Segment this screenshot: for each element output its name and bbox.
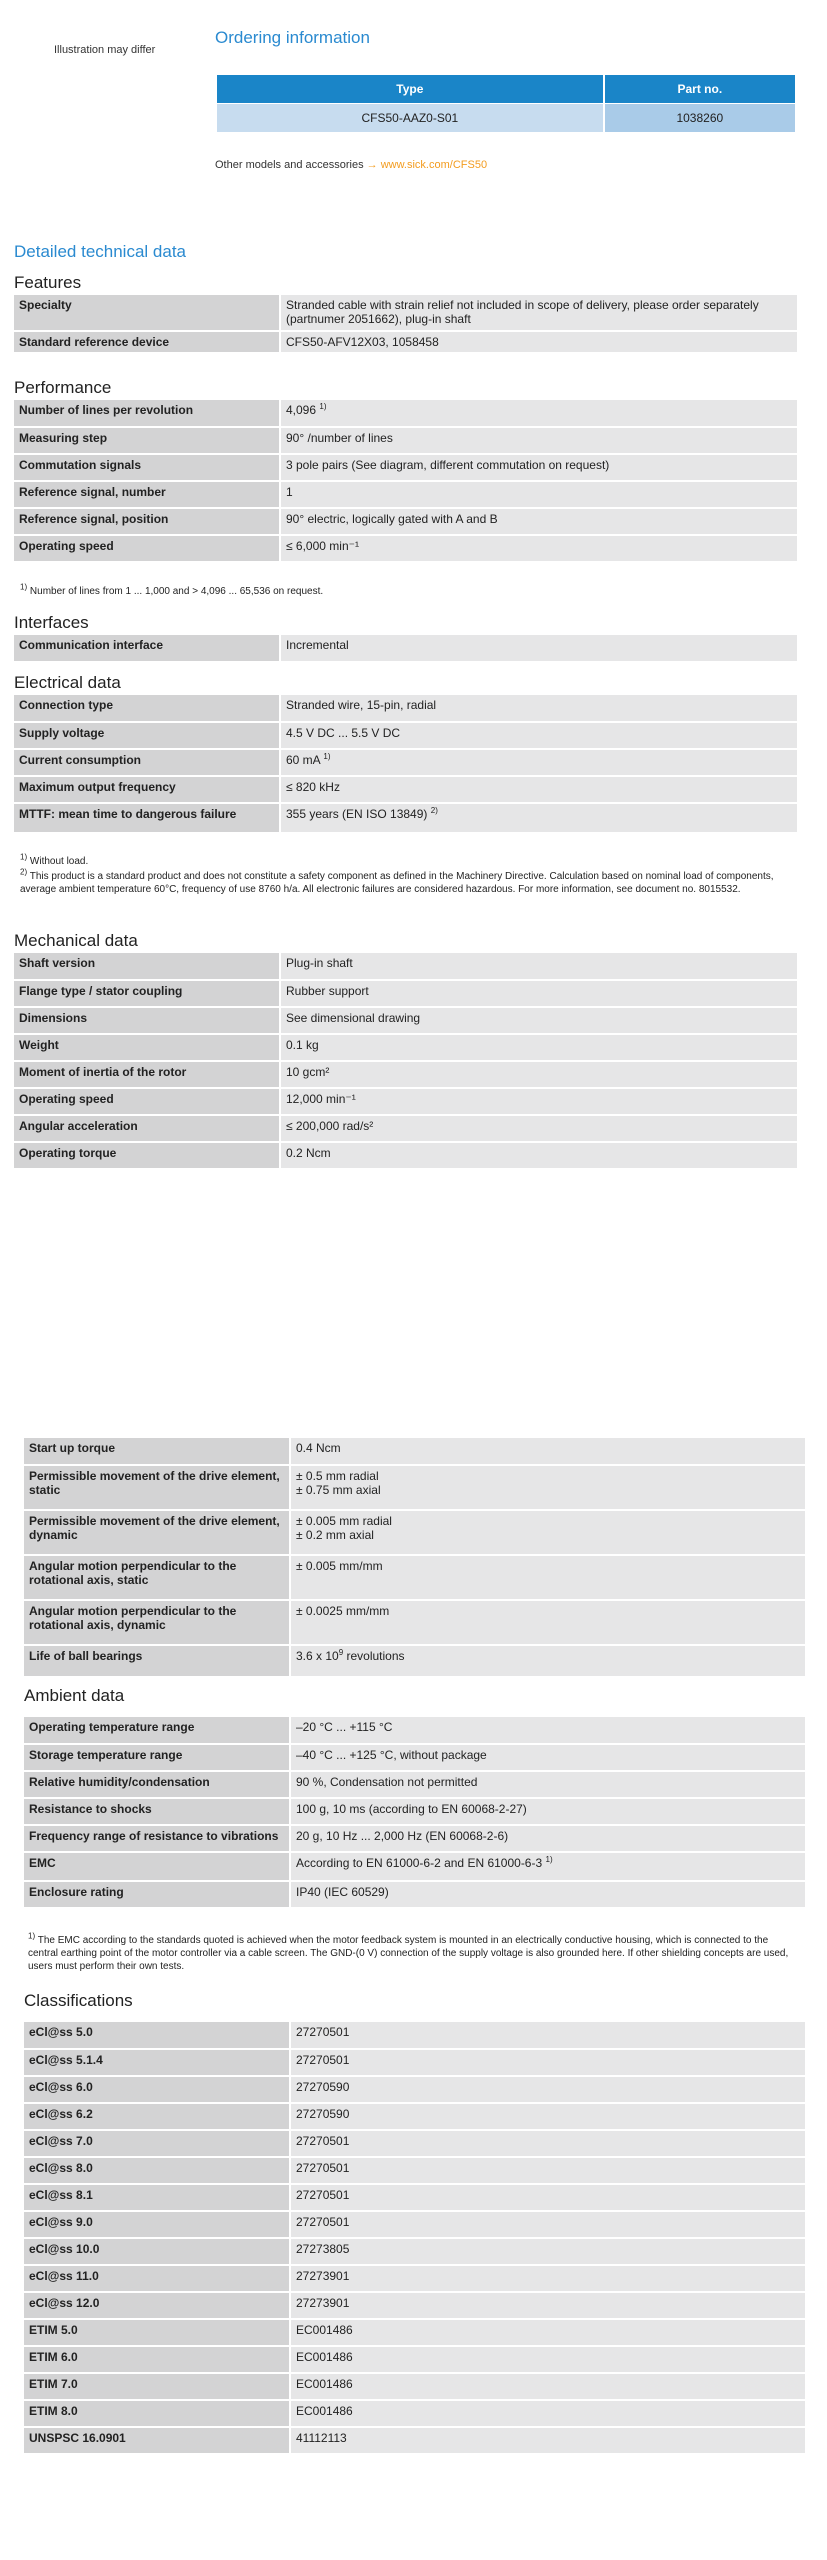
spec-label: Standard reference device: [14, 331, 280, 353]
spec-row: [14, 980, 797, 1007]
spec-value-text: 27270501: [296, 2161, 350, 2175]
electrical-table: [14, 695, 797, 834]
spec-value-text: EC001486: [296, 2404, 353, 2418]
spec-value: [290, 1645, 805, 1677]
spec-value-text: 12,000 min⁻¹: [286, 1092, 356, 1106]
spec-label: Permissible movement of the drive element, dynamic: [24, 1510, 290, 1555]
spec-value: [290, 2346, 805, 2373]
spec-row: [24, 2076, 805, 2103]
spec-value: [280, 776, 797, 803]
spec-label: Supply voltage: [14, 722, 280, 749]
arrow-right-icon: →: [366, 159, 378, 171]
part-no-value: 1038260: [605, 104, 795, 132]
spec-row: [14, 695, 797, 722]
spec-value: [290, 2400, 805, 2427]
footnote-mark: 1): [545, 1855, 553, 1864]
spec-label: Operating speed: [14, 1088, 280, 1115]
spec-value: [290, 1852, 805, 1881]
spec-label: eCl@ss 8.0: [24, 2157, 290, 2184]
spec-value-text: 20 g, 10 Hz ... 2,000 Hz (EN 60068-2-6): [296, 1829, 509, 1843]
spec-label: Measuring step: [14, 427, 280, 454]
section-title-mechanical: Mechanical data: [14, 931, 138, 950]
spec-row: [24, 2103, 805, 2130]
other-models-text: Other models and accessories: [215, 159, 364, 171]
spec-label: eCl@ss 5.1.4: [24, 2049, 290, 2076]
spec-label: ETIM 6.0: [24, 2346, 290, 2373]
spec-value-text: Rubber support: [286, 984, 369, 998]
spec-label: Operating torque: [14, 1142, 280, 1169]
spec-label: UNSPSC 16.0901: [24, 2427, 290, 2454]
spec-value: [290, 1600, 805, 1645]
spec-value: [290, 1881, 805, 1908]
spec-row: [24, 1771, 805, 1798]
spec-row: [14, 1061, 797, 1088]
spec-label: eCl@ss 7.0: [24, 2130, 290, 2157]
spec-value-text: ≤ 200,000 rad/s²: [286, 1119, 374, 1133]
spec-row: [24, 2130, 805, 2157]
spec-value-text: 0.4 Ncm: [296, 1441, 341, 1455]
spec-value: [290, 2319, 805, 2346]
spec-row: [14, 1034, 797, 1061]
spec-row: [24, 2049, 805, 2076]
section-title-interfaces: Interfaces: [14, 613, 89, 632]
spec-value-text: EC001486: [296, 2350, 353, 2364]
spec-label: eCl@ss 12.0: [24, 2292, 290, 2319]
spec-row: [24, 2157, 805, 2184]
spec-label: Life of ball bearings: [24, 1645, 290, 1677]
spec-label: eCl@ss 9.0: [24, 2211, 290, 2238]
spec-value-text: 100 g, 10 ms (according to EN 60068-2-27): [296, 1802, 527, 1816]
spec-label: ETIM 8.0: [24, 2400, 290, 2427]
spec-row: [14, 400, 797, 427]
spec-row: [24, 2292, 805, 2319]
spec-value-text: 27270501: [296, 2215, 350, 2229]
spec-row: [24, 1881, 805, 1908]
spec-row: [14, 749, 797, 776]
spec-value: [290, 2265, 805, 2292]
spec-value: [290, 2103, 805, 2130]
spec-label: Dimensions: [14, 1007, 280, 1034]
spec-value: [280, 427, 797, 454]
spec-label: MTTF: mean time to dangerous failure: [14, 803, 280, 833]
spec-value-text: According to EN 61000-6-2 and EN 61000-6-3: [296, 1856, 543, 1870]
spec-label: Resistance to shocks: [24, 1798, 290, 1825]
spec-value: [280, 1061, 797, 1088]
spec-row: [24, 2022, 805, 2049]
spec-value-text: 90 %, Condensation not permitted: [296, 1775, 478, 1789]
spec-row: [14, 331, 797, 353]
spec-row: [24, 1798, 805, 1825]
spec-label: Storage temperature range: [24, 1744, 290, 1771]
spec-value-text: 10 gcm²: [286, 1065, 330, 1079]
spec-value-text-2: ± 0.2 mm axial: [296, 1528, 374, 1542]
spec-label: Enclosure rating: [24, 1881, 290, 1908]
spec-row: [24, 2400, 805, 2427]
spec-value: [280, 749, 797, 776]
spec-value: [290, 1771, 805, 1798]
spec-value: [290, 1744, 805, 1771]
spec-row: [14, 295, 797, 331]
spec-value-text: 27273901: [296, 2269, 350, 2283]
spec-label: Relative humidity/condensation: [24, 1771, 290, 1798]
spec-value-text: 27273805: [296, 2242, 350, 2256]
ambient-note: $^{1)}$ The EMC according to the standards quoted is achieved when the motor feedback system is mounted in an electrically conductive housing, which is connected to the central earthing point of the motor controller via a cable screen. The GND-(0 V) connection of the supply voltage is also grounded here. If other shielding concepts are used, users must perform their own tests.: [28, 1931, 789, 1972]
spec-label: Angular acceleration: [14, 1115, 280, 1142]
spec-label: Reference signal, position: [14, 508, 280, 535]
spec-row: [14, 635, 797, 662]
spec-label: Start up torque: [24, 1438, 290, 1465]
spec-label: Weight: [14, 1034, 280, 1061]
spec-label: Frequency range of resistance to vibrations: [24, 1825, 290, 1852]
spec-value: [280, 400, 797, 427]
ordering-title: Ordering information: [215, 28, 370, 47]
spec-value-text: 0.1 kg: [286, 1038, 319, 1052]
spec-label: Current consumption: [14, 749, 280, 776]
spec-value-text: ± 0.0025 mm/mm: [296, 1604, 390, 1618]
spec-value-text: 27270590: [296, 2107, 350, 2121]
spec-label: eCl@ss 6.2: [24, 2103, 290, 2130]
spec-value: [290, 2076, 805, 2103]
section-title-classifications: Classifications: [24, 1991, 133, 2010]
spec-label: Connection type: [14, 695, 280, 722]
spec-label: Moment of inertia of the rotor: [14, 1061, 280, 1088]
spec-value-text: 27270501: [296, 2025, 350, 2039]
spec-row: [14, 1115, 797, 1142]
spec-value-text: 27270501: [296, 2188, 350, 2202]
footnote-mark: 2): [430, 806, 438, 815]
spec-value-text: 90° electric, logically gated with A and B: [286, 512, 498, 526]
spec-value-text: Stranded wire, 15-pin, radial: [286, 698, 437, 712]
spec-row: [24, 2346, 805, 2373]
spec-row: [14, 454, 797, 481]
spec-value: [280, 803, 797, 833]
spec-label: eCl@ss 11.0: [24, 2265, 290, 2292]
spec-value: [280, 1142, 797, 1169]
spec-value-text: –20 °C ... +115 °C: [296, 1720, 393, 1734]
spec-value-text: ± 0.005 mm radial: [296, 1514, 392, 1528]
spec-label: Operating speed: [14, 535, 280, 562]
spec-value: [280, 953, 797, 980]
type-value: CFS50-AAZ0-S01: [217, 104, 603, 132]
spec-value: [280, 481, 797, 508]
spec-value-text: EC001486: [296, 2323, 353, 2337]
spec-value-text: ± 0.5 mm radial: [296, 1469, 379, 1483]
spec-value: [290, 2211, 805, 2238]
spec-value: [290, 1555, 805, 1600]
spec-value: [280, 635, 797, 662]
spec-row: [24, 1510, 805, 1555]
spec-value: [290, 2184, 805, 2211]
spec-value: [290, 1510, 805, 1555]
spec-label: Commutation signals: [14, 454, 280, 481]
spec-value-text: CFS50-AFV12X03, 1058458: [286, 335, 439, 349]
spec-row: [24, 2211, 805, 2238]
spec-value-text: 3 pole pairs (See diagram, different commutation on request): [286, 458, 610, 472]
spec-value: [290, 1438, 805, 1465]
spec-value: [280, 508, 797, 535]
spec-value-text: 0.2 Ncm: [286, 1146, 331, 1160]
spec-value-text: ≤ 820 kHz: [286, 780, 340, 794]
spec-value-text: ≤ 6,000 min⁻¹: [286, 539, 359, 553]
spec-row: [14, 427, 797, 454]
spec-value-text: 27270501: [296, 2134, 350, 2148]
spec-row: [24, 2238, 805, 2265]
spec-value: [280, 1088, 797, 1115]
footnote-mark: 9: [338, 1648, 344, 1657]
spec-value: [280, 1034, 797, 1061]
spec-row: [24, 2184, 805, 2211]
spec-row: [14, 508, 797, 535]
section-title-electrical: Electrical data: [14, 673, 121, 692]
spec-label: Angular motion perpendicular to the rotational axis, static: [24, 1555, 290, 1600]
spec-value-text: 60 mA: [286, 753, 321, 767]
spec-label: Operating temperature range: [24, 1717, 290, 1744]
mechanical-table: [14, 953, 797, 1170]
interfaces-table: [14, 635, 797, 663]
header-type: Type: [217, 75, 603, 103]
spec-row: [24, 1555, 805, 1600]
electrical-note-1: $^{1)}$ Without load.: [20, 852, 89, 867]
spec-value-text: 90° /number of lines: [286, 431, 393, 445]
performance-note: $^{1)}$ Number of lines from 1 ... 1,000 and > 4,096 ... 65,536 on request.: [20, 582, 324, 597]
spec-label: Specialty: [14, 295, 280, 331]
spec-row: [14, 1142, 797, 1169]
spec-label: eCl@ss 8.1: [24, 2184, 290, 2211]
spec-row: [14, 776, 797, 803]
footnote-mark: 1): [323, 752, 331, 761]
spec-value: [280, 535, 797, 562]
spec-value: [280, 1115, 797, 1142]
spec-row: [24, 1744, 805, 1771]
spec-value-text: 4.5 V DC ... 5.5 V DC: [286, 726, 401, 740]
spec-value: [280, 722, 797, 749]
spec-value-text: 3.6 x 10: [296, 1649, 339, 1663]
spec-value: [290, 2130, 805, 2157]
section-title-performance: Performance: [14, 378, 112, 397]
spec-row: [24, 2265, 805, 2292]
spec-value-text: 27273901: [296, 2296, 350, 2310]
spec-label: eCl@ss 10.0: [24, 2238, 290, 2265]
spec-value: [290, 2427, 805, 2454]
spec-value: [290, 2022, 805, 2049]
spec-row: [24, 2373, 805, 2400]
spec-value: [290, 1825, 805, 1852]
spec-value-text: Stranded cable with strain relief not included in scope of delivery, please order separately (partnumer 2051662), plug-in shaft: [286, 298, 759, 326]
spec-label: eCl@ss 5.0: [24, 2022, 290, 2049]
spec-row: [24, 1717, 805, 1744]
header-part-no: Part no.: [605, 75, 795, 103]
spec-value-text: –40 °C ... +125 °C, without package: [296, 1748, 487, 1762]
spec-value-text: See dimensional drawing: [286, 1011, 421, 1025]
spec-row: [24, 2319, 805, 2346]
spec-row: [24, 2427, 805, 2454]
spec-label: Permissible movement of the drive element, static: [24, 1465, 290, 1510]
spec-value-text: Incremental: [286, 638, 349, 652]
spec-row: [24, 1645, 805, 1677]
detailed-technical-data-title: Detailed technical data: [14, 242, 187, 261]
spec-row: [24, 1852, 805, 1881]
spec-row: [24, 1438, 805, 1465]
features-table: [14, 295, 797, 354]
spec-value-text: 27270590: [296, 2080, 350, 2094]
spec-label: eCl@ss 6.0: [24, 2076, 290, 2103]
spec-label: Reference signal, number: [14, 481, 280, 508]
spec-value: [290, 2373, 805, 2400]
spec-value: [290, 1465, 805, 1510]
spec-value: [290, 1717, 805, 1744]
spec-value-text: ± 0.005 mm/mm: [296, 1559, 383, 1573]
spec-label: Flange type / stator coupling: [14, 980, 280, 1007]
section-title-ambient: Ambient data: [24, 1686, 125, 1705]
classifications-table: [24, 2022, 805, 2455]
performance-table: [14, 400, 797, 563]
spec-label: ETIM 7.0: [24, 2373, 290, 2400]
footnote-mark: 1): [319, 402, 327, 411]
spec-value: [280, 980, 797, 1007]
spec-value: [280, 1007, 797, 1034]
spec-row: [14, 1088, 797, 1115]
spec-row: [14, 481, 797, 508]
section-title-features: Features: [14, 273, 82, 292]
spec-label: Shaft version: [14, 953, 280, 980]
ordering-table: [215, 74, 797, 133]
spec-value-text: 4,096: [286, 403, 317, 417]
spec-value: [280, 295, 797, 331]
spec-value-text: IP40 (IEC 60529): [296, 1885, 389, 1899]
spec-row: [14, 722, 797, 749]
spec-value-text: 1: [286, 485, 293, 499]
spec-value: [290, 2049, 805, 2076]
spec-label: Maximum output frequency: [14, 776, 280, 803]
spec-value-text: EC001486: [296, 2377, 353, 2391]
electrical-note-2: $^{2)}$ This product is a standard product and does not constitute a safety component as defined in the Machinery Directive. Calculation based on nominal load of components, average ambient temperature 60°C, frequency of use 8760 h/a. All electronic failures are considered hazardous. For more information, see document no. 8015532.: [20, 867, 774, 895]
spec-value-text: Plug-in shaft: [286, 956, 353, 970]
spec-row: [24, 1465, 805, 1510]
spec-label: Angular motion perpendicular to the rotational axis, dynamic: [24, 1600, 290, 1645]
other-models-link[interactable]: www.sick.com/CFS50: [380, 159, 488, 171]
spec-label: EMC: [24, 1852, 290, 1881]
illustration-note: Illustration may differ: [54, 44, 156, 56]
spec-row: [14, 803, 797, 833]
spec-value-text-2: ± 0.75 mm axial: [296, 1483, 381, 1497]
spec-value: [280, 454, 797, 481]
other-models: [215, 159, 487, 171]
mechanical-continued-table: [24, 1438, 805, 1678]
spec-value: [280, 695, 797, 722]
spec-label: Number of lines per revolution: [14, 400, 280, 427]
spec-row: [14, 1007, 797, 1034]
spec-value-tail: revolutions: [343, 1649, 405, 1663]
spec-label: Communication interface: [14, 635, 280, 662]
spec-value-text: 41112113: [296, 2431, 347, 2445]
spec-value: [290, 1798, 805, 1825]
spec-value-text: 355 years (EN ISO 13849): [286, 807, 428, 821]
spec-row: [24, 1825, 805, 1852]
spec-value: [280, 331, 797, 353]
spec-label: ETIM 5.0: [24, 2319, 290, 2346]
spec-value: [290, 2157, 805, 2184]
spec-value-text: 27270501: [296, 2053, 350, 2067]
spec-value: [290, 2238, 805, 2265]
spec-row: [14, 953, 797, 980]
spec-value: [290, 2292, 805, 2319]
spec-row: [24, 1600, 805, 1645]
spec-row: [14, 535, 797, 562]
ambient-table: [24, 1717, 805, 1909]
